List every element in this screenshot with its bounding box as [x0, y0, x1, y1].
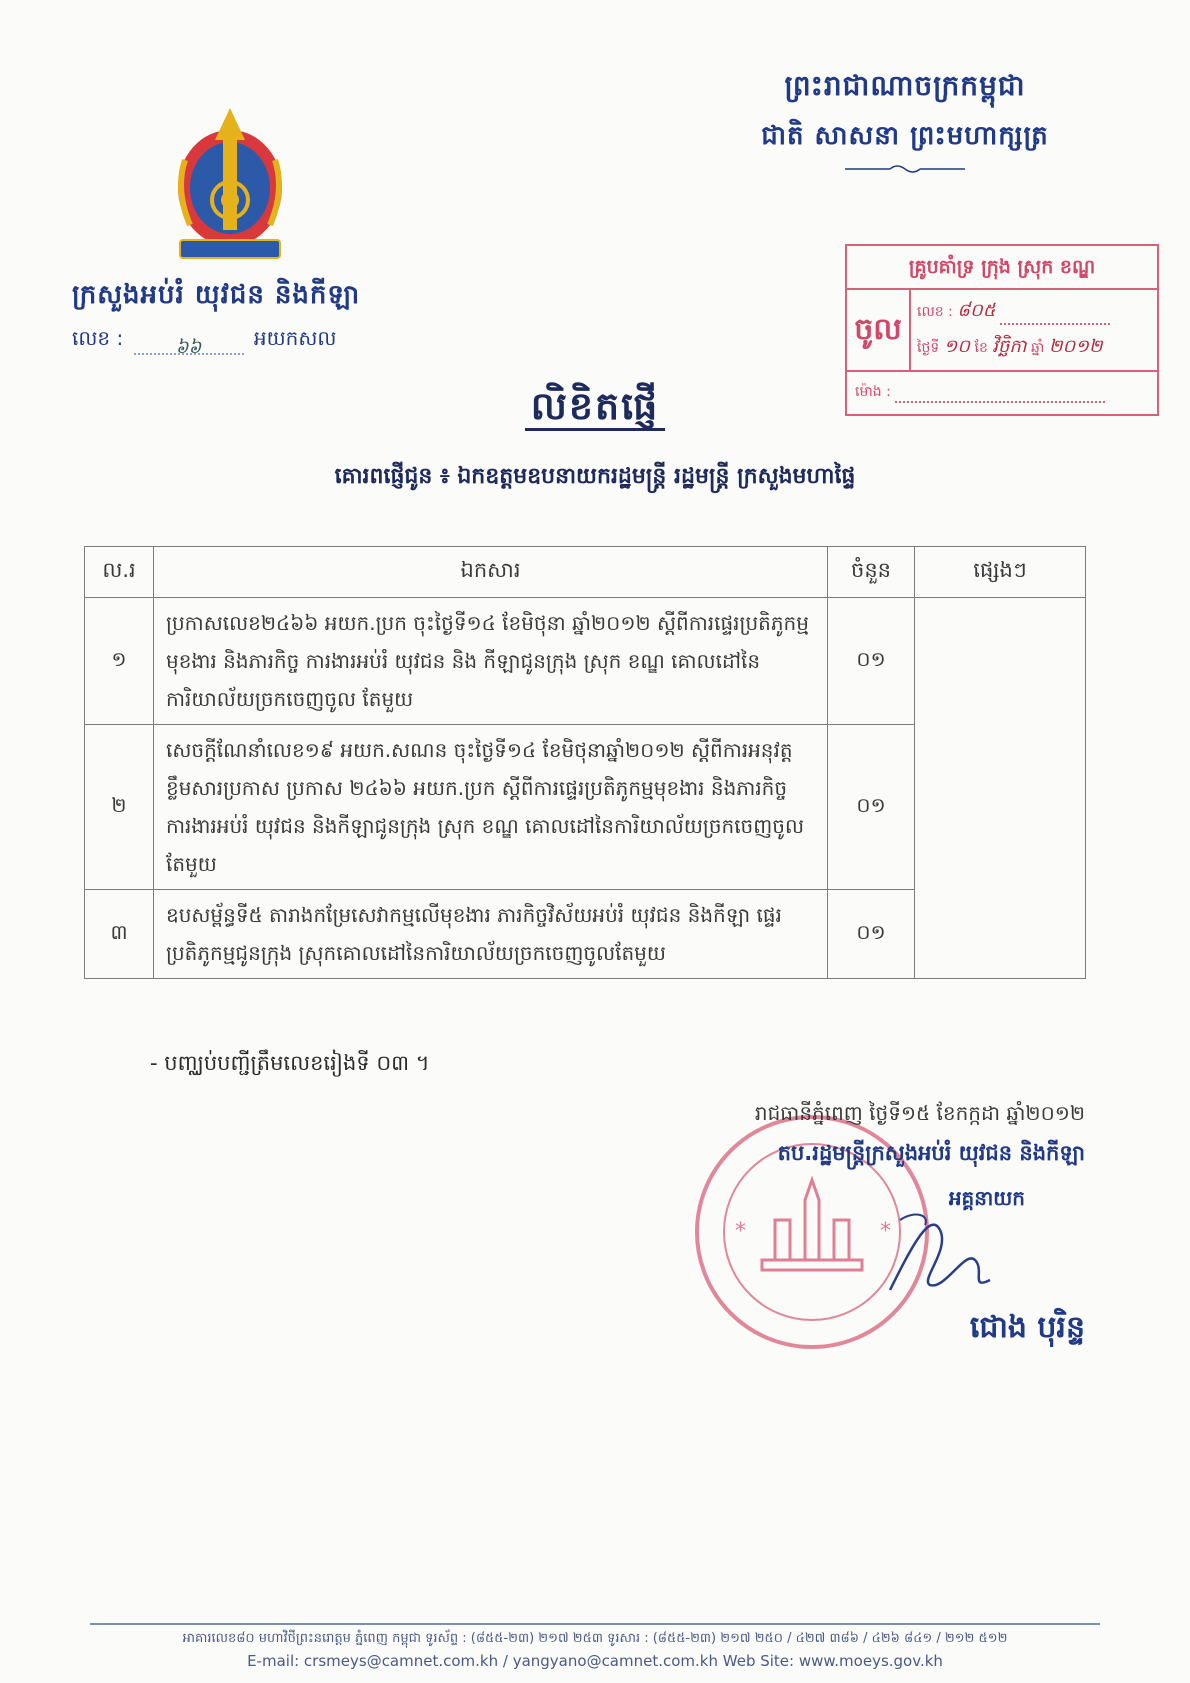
document-list-table [84, 546, 1086, 979]
stamp-hour-label: ម៉ោង : [855, 384, 891, 400]
signatory-title: អគ្គនាយក [948, 1186, 1025, 1210]
ornament-divider-icon [845, 163, 965, 173]
row-description: សេចក្តីណែនាំលេខ១៩ អយក.សណន ចុះថ្ងៃទី១៤ ខែមិថុនាឆ្នាំ២០១២ ស្តីពីការអនុវត្តខ្លឹមសារប្រកាស ប្រកាស ២៤៦៦ អយក.ប្រក ស្តីពីការផ្ទេរប្រតិភូកម្មមុខងារ និងភារកិច្ច ការងារអប់រំ យុវជន និងកីឡាជូនក្រុង ស្រុក ខណ្ឌ គោលដៅនៃការិយាល័យច្រកចេញចូលតែមួយ [154, 725, 828, 890]
stamp-year-label: ឆ្នាំ [1031, 340, 1045, 356]
stamp-number-value: ៨០៥ [957, 300, 996, 321]
row-quantity: ០១ [828, 725, 915, 890]
row-no: ២ [85, 725, 154, 890]
signatory-name: ជោង បុរិន្ទ [969, 1310, 1085, 1345]
ministry-emblem-icon [165, 100, 295, 275]
kingdom-title: ព្រះរាជាណាចក្រកម្ពុជា [784, 69, 1026, 102]
row-no: ៣ [85, 890, 154, 979]
place-date: រាជធានីភ្នំពេញ ថ្ងៃទី១៥ ខែកក្កដា ឆ្នាំ២០១២ [754, 1101, 1085, 1125]
row-quantity: ០១ [828, 598, 915, 725]
row-no: ១ [85, 598, 154, 725]
footer-address: អាគារលេខ៨០ មហាវិថីព្រះនរោត្តម ភ្នំពេញ កម្ពុជា ទូរស័ព្ទ : (៨៥៥-២៣) ២១៧ ២៥៣ ទូរសារ : (៨៥៥-២៣) ២១៧ ២៥០ / ៤២៧ ៣៨៦ / ៤២៦ ៨៤១ / ២១២ ៥១២ [182, 1631, 1008, 1646]
stamp-number-label: លេខ : [917, 304, 953, 320]
ref-label: លេខ : [72, 326, 124, 350]
ref-suffix: អយកសល [253, 326, 337, 350]
ref-number: ៦៦ [134, 335, 244, 355]
row-note [915, 598, 1086, 979]
header-quantity: ចំនួន [828, 547, 915, 598]
signatory-role: តប.រដ្ឋមន្ត្រីក្រសួងអប់រំ យុវជន និងកីឡា [777, 1141, 1085, 1165]
handwritten-signature-icon [870, 1190, 1020, 1310]
document-title: លិខិតផ្ញើ [0, 382, 1190, 438]
national-motto: ជាតិ សាសនា ព្រះមហាក្សត្រ [761, 121, 1049, 151]
stamp-date-value: ១០ [943, 336, 971, 357]
row-quantity: ០១ [828, 890, 915, 979]
row-description: ប្រកាសលេខ២៤៦៦ អយក.ប្រក ចុះថ្ងៃទី១៤ ខែមិថុនា ឆ្នាំ២០១២ ស្តីពីការផ្ទេរប្រតិភូកម្មមុខងារ និងភារកិច្ច ការងារអប់រំ យុវជន និង កីឡាជូនក្រុង ស្រុក ខណ្ឌ គោលដៅនៃការិយាល័យច្រកចេញចូល តែមួយ [154, 598, 828, 725]
stamp-received-label: ចូល [847, 290, 911, 370]
stamp-year-value: ២០១២ [1048, 336, 1103, 357]
header-other: ផ្សេងៗ [915, 547, 1086, 598]
stamp-month-value: វិច្ឆិកា [992, 336, 1027, 357]
ministry-name: ក្រសួងអប់រំ យុវជន និងកីឡា [72, 280, 361, 310]
stamp-header: គ្រូបគាំទ្រ ក្រុង ស្រុក ខណ្ឌ [847, 246, 1157, 290]
footer-divider [90, 1623, 1100, 1625]
footer-contact: E-mail: crsmeys@camnet.com.kh / yangyano@camnet.com.kh Web Site: www.moeys.gov.kh [247, 1652, 943, 1670]
recipient-line: គោរពផ្ញើជូន ៖ ឯកឧត្តមឧបនាយករដ្ឋមន្ត្រី រដ្ឋមន្ត្រី ក្រសួងមហាផ្ទៃ [334, 464, 856, 489]
table-row [85, 598, 1086, 725]
svg-text:*: * [735, 1219, 746, 1244]
header-no: ល.រ [85, 547, 154, 598]
header-document: ឯកសារ [154, 547, 828, 598]
reference-number [72, 325, 337, 358]
closing-note: - បញ្ឈប់បញ្ជីត្រឹមលេខរៀងទី ០៣ ។ [150, 1051, 430, 1075]
svg-text:*: * [880, 1219, 891, 1244]
kingdom-header [725, 68, 1085, 177]
stamp-month-label: ខែ [974, 340, 988, 356]
stamp-date-label: ថ្ងៃទី [917, 340, 940, 356]
row-description: ឧបសម្ព័ន្ធទី៥ តារាងកម្រែសេវាកម្មលើមុខងារ ភារកិច្ចវិស័យអប់រំ យុវជន និងកីឡា ផ្ទេរ ប្រតិភូកម្មជូនក្រុង ស្រុកគោលដៅនៃការិយាល័យច្រកចេញចូលតែមួយ [154, 890, 828, 979]
table-header-row [85, 547, 1086, 598]
